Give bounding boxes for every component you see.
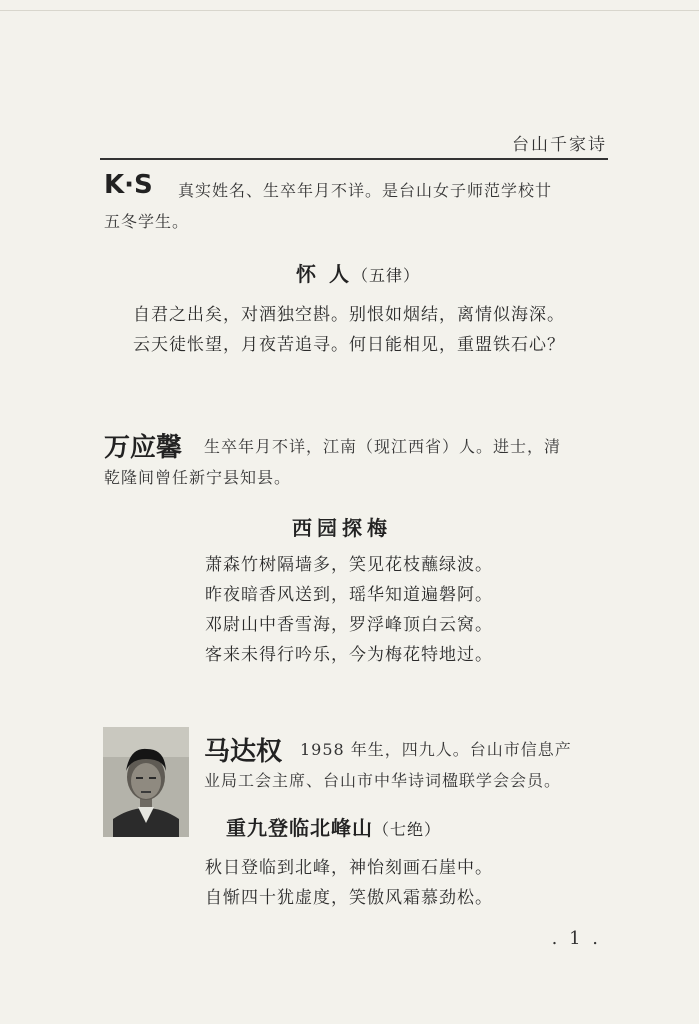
poem-line: 邓尉山中香雪海，罗浮峰顶白云窝。 bbox=[205, 615, 493, 635]
page-number: . 1 . bbox=[551, 928, 601, 949]
poem-form-label: （五律） bbox=[351, 266, 420, 285]
running-head-title: 台山千家诗 bbox=[512, 135, 607, 155]
poem-title-text: 怀 人 bbox=[296, 262, 352, 286]
author-name-madaquan: 马达权 bbox=[204, 737, 283, 767]
poem-title-huairen bbox=[296, 258, 420, 287]
poem-line: 自君之出矣，对酒独空斟。别恨如烟结，离情似海深。 bbox=[133, 305, 565, 325]
header-rule bbox=[100, 158, 608, 160]
author-bio-line: 1958 年生，四九人。台山市信息产 bbox=[300, 740, 572, 759]
poem-title-chongjiu bbox=[226, 812, 441, 841]
author-bio-line: 业局工会主席、台山市中华诗词楹联学会会员。 bbox=[204, 771, 562, 790]
poem-line: 秋日登临到北峰，神怡刻画石崖中。 bbox=[205, 858, 493, 878]
poem-title-text: 重九登临北峰山 bbox=[226, 816, 373, 840]
poem-line: 客来未得行吟乐，今为梅花特地过。 bbox=[205, 645, 493, 665]
author-bio-line: 生卒年月不详，江南（现江西省）人。进士，清 bbox=[204, 437, 562, 456]
poem-line: 萧森竹树隔墙多，笑见花枝蘸绿波。 bbox=[205, 555, 493, 575]
poem-title-xiyuan bbox=[292, 512, 392, 541]
author-name-wanyingxin: 万应馨 bbox=[104, 433, 183, 463]
author-bio-line: 乾隆间曾任新宁县知县。 bbox=[104, 468, 292, 487]
poem-title-text: 西园探梅 bbox=[292, 516, 392, 540]
page-top-edge bbox=[0, 0, 699, 11]
author-bio-line: 真实姓名、生卒年月不详。是台山女子师范学校廿 bbox=[178, 181, 553, 200]
poem-line: 昨夜暗香风送到，瑶华知道遍磐阿。 bbox=[205, 585, 493, 605]
portrait-figure-icon bbox=[103, 727, 189, 837]
author-name-ks: K·S bbox=[104, 170, 153, 200]
poem-line: 自惭四十犹虚度，笑傲风霜慕劲松。 bbox=[205, 888, 493, 908]
author-portrait-photo bbox=[103, 727, 189, 837]
poem-form-label: （七绝） bbox=[373, 820, 442, 839]
author-bio-line: 五冬学生。 bbox=[104, 212, 190, 231]
poem-line: 云天徒怅望，月夜苦追寻。何日能相见，重盟铁石心？ bbox=[133, 335, 565, 355]
